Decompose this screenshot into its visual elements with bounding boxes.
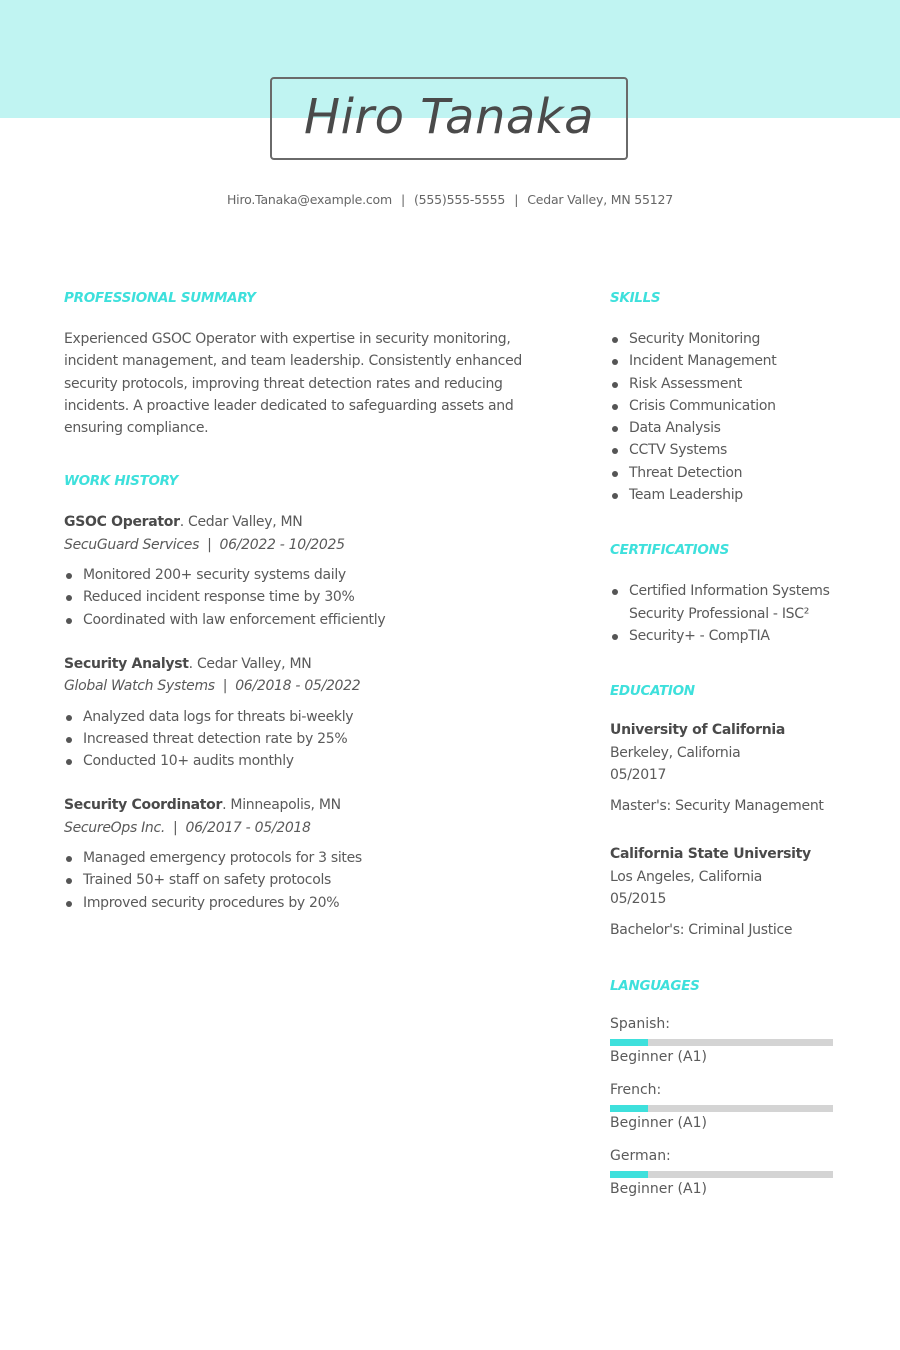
skills-list xyxy=(610,328,840,506)
job-bullet-text: Improved security procedures by 20% xyxy=(83,894,340,911)
candidate-name: Hiro Tanaka xyxy=(303,88,595,145)
school-location: Los Angeles, California xyxy=(610,868,763,885)
language-entry xyxy=(610,1146,840,1200)
language-name: German: xyxy=(610,1147,671,1164)
job-bullet-text: Coordinated with law enforcement efficiently xyxy=(83,611,386,628)
job-separator: | xyxy=(222,678,228,695)
name-box xyxy=(270,77,628,160)
skill-item xyxy=(610,350,840,372)
skill-item xyxy=(610,462,840,484)
skill-item xyxy=(610,395,840,417)
language-proficiency-bar xyxy=(610,1171,833,1178)
job-dates: 06/2017 - 05/2018 xyxy=(185,819,311,836)
job-bullet xyxy=(64,892,534,914)
job-bullet xyxy=(64,564,534,586)
job-location: . Minneapolis, MN xyxy=(222,797,341,814)
skill-item xyxy=(610,373,840,395)
bullet-icon xyxy=(612,493,618,499)
job-title: GSOC Operator xyxy=(64,514,180,531)
bullet-icon xyxy=(66,618,72,624)
job-dates: 06/2018 - 05/2022 xyxy=(235,678,361,695)
bullet-icon xyxy=(66,595,72,601)
language-proficiency-fill xyxy=(610,1039,648,1046)
contact-email[interactable]: Hiro.Tanaka@example.com xyxy=(226,192,392,207)
right-column xyxy=(610,290,840,1200)
contact-line xyxy=(0,192,900,207)
education-entry xyxy=(610,843,840,941)
bullet-icon xyxy=(612,382,618,388)
skill-item xyxy=(610,417,840,439)
job-bullet-text: Increased threat detection rate by 25% xyxy=(83,730,348,747)
bullet-icon xyxy=(612,359,618,365)
graduation-date: 05/2017 xyxy=(610,766,667,783)
job-company: Global Watch Systems xyxy=(64,678,215,695)
job-header xyxy=(64,511,534,533)
bullet-icon xyxy=(66,715,72,721)
job-subheader xyxy=(64,534,534,556)
skill-item-text: Security Monitoring xyxy=(629,331,761,347)
job-bullet-text: Analyzed data logs for threats bi-weekly xyxy=(83,708,354,725)
job-bullet-text: Reduced incident response time by 30% xyxy=(83,589,355,606)
language-entry xyxy=(610,1014,840,1068)
job-header xyxy=(64,794,534,816)
contact-phone: (555)555-5555 xyxy=(413,192,506,207)
job-entry xyxy=(64,794,534,913)
bullet-icon xyxy=(66,737,72,743)
bullet-icon xyxy=(612,589,618,595)
job-bullet-text: Managed emergency protocols for 3 sites xyxy=(83,850,362,867)
job-entry xyxy=(64,511,534,630)
language-proficiency-fill xyxy=(610,1105,648,1112)
job-bullets xyxy=(64,847,534,914)
work-history-section xyxy=(64,473,534,913)
skill-item-text: Crisis Communication xyxy=(629,397,776,414)
job-subheader xyxy=(64,817,534,839)
education-entry xyxy=(610,719,840,817)
job-bullet xyxy=(64,728,534,750)
job-bullet-text: Monitored 200+ security systems daily xyxy=(83,567,346,584)
skill-item-text: Incident Management xyxy=(629,353,777,370)
skill-item-text: Risk Assessment xyxy=(629,375,742,392)
contact-separator: | xyxy=(400,192,405,207)
language-entry xyxy=(610,1080,840,1134)
job-separator: | xyxy=(173,819,178,836)
job-bullet xyxy=(64,750,534,772)
languages-section xyxy=(610,978,840,1200)
section-title: EDUCATION xyxy=(610,683,695,700)
certifications-list xyxy=(610,580,840,647)
school-location: Berkeley, California xyxy=(610,744,741,761)
certification-item xyxy=(610,625,840,647)
summary-text: Experienced GSOC Operator with expertise in security monitoring, incident management, and team leadership. Consistently enhanced security protocols, improving threat detection rates and reducing incidents. A proactive leader dedicated to safeguarding assets and ensuring compliance. xyxy=(64,331,522,437)
left-column xyxy=(64,290,534,914)
job-entry xyxy=(64,653,534,772)
skill-item-text: Team Leadership xyxy=(629,487,743,504)
skill-item-text: Data Analysis xyxy=(629,420,721,437)
job-title: Security Coordinator xyxy=(64,797,223,814)
bullet-icon xyxy=(612,426,618,432)
bullet-icon xyxy=(612,404,618,410)
job-subheader xyxy=(64,675,534,697)
graduation-date: 05/2015 xyxy=(610,891,667,908)
language-level: Beginner (A1) xyxy=(610,1114,707,1131)
language-level: Beginner (A1) xyxy=(610,1180,707,1197)
job-bullet-text: Trained 50+ staff on safety protocols xyxy=(83,872,332,889)
job-bullet xyxy=(64,706,534,728)
degree: Bachelor's: Criminal Justice xyxy=(610,922,793,939)
bullet-icon xyxy=(612,337,618,343)
job-company: SecuGuard Services xyxy=(64,536,200,553)
job-location: . Cedar Valley, MN xyxy=(179,514,303,531)
bullet-icon xyxy=(612,471,618,477)
bullet-icon xyxy=(66,759,72,765)
job-header xyxy=(64,653,534,675)
job-bullets xyxy=(64,706,534,773)
bullet-icon xyxy=(612,634,618,640)
job-bullet xyxy=(64,586,534,608)
job-bullets xyxy=(64,564,534,631)
language-proficiency-bar xyxy=(610,1105,833,1112)
skill-item-text: Threat Detection xyxy=(629,464,743,481)
skill-item xyxy=(610,328,840,350)
job-bullet xyxy=(64,847,534,869)
language-proficiency-fill xyxy=(610,1171,648,1178)
certification-item xyxy=(610,580,840,625)
skill-item xyxy=(610,439,840,461)
section-title: WORK HISTORY xyxy=(64,473,178,490)
contact-separator: | xyxy=(514,192,519,207)
section-title: PROFESSIONAL SUMMARY xyxy=(64,290,256,306)
language-level: Beginner (A1) xyxy=(610,1048,707,1065)
school-name: California State University xyxy=(610,846,811,863)
degree: Master's: Security Management xyxy=(610,798,824,815)
bullet-icon xyxy=(612,448,618,454)
bullet-icon xyxy=(66,878,72,884)
language-proficiency-bar xyxy=(610,1039,833,1046)
job-dates: 06/2022 - 10/2025 xyxy=(219,536,345,553)
language-name: Spanish: xyxy=(610,1015,670,1032)
job-company: SecureOps Inc. xyxy=(64,819,166,836)
certification-item-text: Certified Information Systems Security Professional - ISC² xyxy=(629,583,830,622)
section-title: LANGUAGES xyxy=(610,977,700,994)
language-name: French: xyxy=(610,1081,662,1098)
job-title: Security Analyst xyxy=(64,655,189,672)
job-location: . Cedar Valley, MN xyxy=(188,655,312,672)
summary-section xyxy=(64,290,534,439)
job-bullet-text: Conducted 10+ audits monthly xyxy=(83,753,294,770)
skill-item-text: CCTV Systems xyxy=(629,442,728,459)
bullet-icon xyxy=(66,901,72,907)
section-title: SKILLS xyxy=(610,290,661,306)
skills-section xyxy=(610,290,840,506)
job-bullet xyxy=(64,609,534,631)
bullet-icon xyxy=(66,573,72,579)
certifications-section xyxy=(610,542,840,647)
job-bullet xyxy=(64,869,534,891)
school-name: University of California xyxy=(610,722,786,739)
certification-item-text: Security+ - CompTIA xyxy=(629,627,770,644)
section-title: CERTIFICATIONS xyxy=(610,542,729,559)
bullet-icon xyxy=(66,856,72,862)
contact-location: Cedar Valley, MN 55127 xyxy=(527,192,674,207)
skill-item xyxy=(610,484,840,506)
job-separator: | xyxy=(207,536,212,553)
education-section xyxy=(610,683,840,941)
